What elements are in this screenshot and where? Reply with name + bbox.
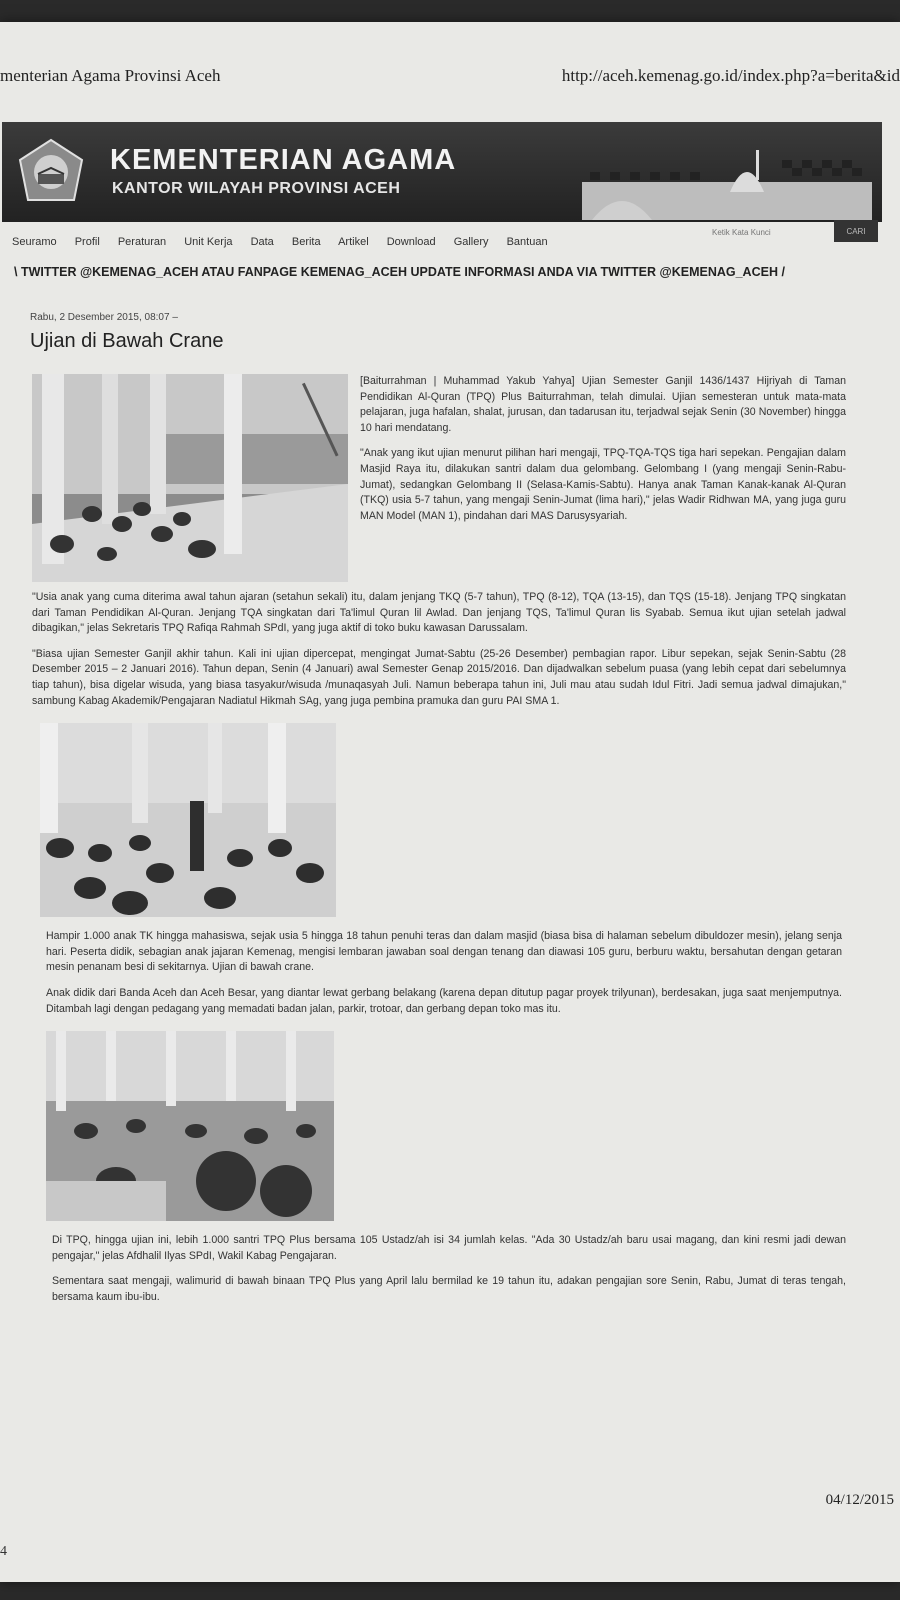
main-nav (12, 236, 892, 260)
printed-page (0, 22, 900, 1582)
nav-item-peraturan[interactable]: Peraturan (117, 236, 167, 248)
article-paragraph-5: Hampir 1.000 anak TK hingga mahasiswa, sejak usia 5 hingga 18 tahun penuhi teras dan dalam masjid (biasa bisa di halaman sebelum dibuldozer mesin), jelang senja hari. Peserta didik, sebagian anak jajaran Kemenag, mengisi lembaran jawaban soal dengan tenang dan diawasi 105 guru, berburu waktu, bersahutan dengan getaran mesin penanam besi di sekitarnya. Ujian di bawah crane. (46, 930, 842, 974)
nav-item-artikel[interactable]: Artikel (338, 236, 369, 248)
article-paragraph-8: Sementara saat mengaji, walimurid di bawah binaan TPQ Plus yang April lalu bermilad ke 19 tahun itu, adakan pengajian sore Senin, Rabu, Jumat di teras tengah, bersama kaum ibu-ibu. (52, 1275, 846, 1303)
print-header-site: menterian Agama Provinsi Aceh (0, 66, 221, 85)
print-date-stamp: 04/12/2015 (825, 1492, 894, 1508)
article-photo-1 (32, 374, 348, 582)
mosque-terrace-photo-icon (32, 374, 348, 582)
search-button[interactable]: CARI (834, 220, 878, 242)
article-paragraph-7: Di TPQ, hingga ujian ini, lebih 1.000 santri TPQ Plus bersama 105 Ustadz/ah isi 34 jumlah kelas. "Ada 30 Ustadz/ah baru usai magang, dan kini resmi jadi dewan pengajar," jelas Afdhalil Ilyas SPdI, Wakil Kabag Pengajaran. (52, 1234, 846, 1262)
article-date: Rabu, 2 Desember 2015, 08:07 – (30, 312, 178, 323)
site-banner (2, 122, 882, 222)
print-page-number: 4 (0, 1544, 7, 1559)
students-exam-photo-icon (40, 723, 336, 917)
kemenag-logo-icon (16, 138, 86, 206)
print-header-url: http://aceh.kemenag.go.id/index.php?a=berita&id (561, 66, 900, 85)
banner-subtitle: KANTOR WILAYAH PROVINSI ACEH (112, 180, 401, 197)
nav-item-data[interactable]: Data (250, 236, 274, 248)
article-paragraph-6: Anak didik dari Banda Aceh dan Aceh Besar, yang diantar lewat gerbang belakang (karena depan ditutup pagar proyek trilyunan), berdesakan, juga saat menjemputnya. Ditambah lagi dengan pedagang yang memadati badan jalan, parkir, trotoar, dan gerbang depan toko mas itu. (46, 986, 842, 1015)
article-body (32, 374, 846, 1316)
mosque-interior-photo-icon (46, 1031, 334, 1221)
nav-item-unit-kerja[interactable]: Unit Kerja (184, 236, 233, 248)
article-photo-3 (46, 1031, 334, 1221)
article-title: Ujian di Bawah Crane (30, 330, 224, 352)
nav-item-seuramo[interactable]: Seuramo (12, 236, 57, 248)
mosque-skyline-icon (582, 142, 872, 220)
nav-item-berita[interactable]: Berita (291, 236, 321, 248)
nav-item-profil[interactable]: Profil (74, 236, 100, 248)
article-paragraph-4: "Biasa ujian Semester Ganjil akhir tahun. Kali ini ujian dipercepat, mengingat Jumat-Sabtu (25-26 Desember) pembagian rapor. Libur sepekan, sejak Senin-Sabtu (28 Desember 2015 – 2 Januari 2016). Tahun depan, Senin (4 Januari) awal Semester Genap 2015/2016. Dan dijadwalkan sebelum puasa (yang lebih cepat dari sebelumnya tiap tahun), bisa digelar wisuda, yang biasa tasyakur/wisuda /munaqasyah Juli. Namun beberapa tahun ini, Juli mau atau sudah Idul Fitri. Jadi semua jadwal dimajukan," sambung Kabag Akademik/Pengajaran Nadiatul Hikmah SAg, yang juga pembina pramuka dan guru PAI SMA 1. (32, 647, 846, 707)
article-paragraph-2: "Anak yang ikut ujian menurut pilihan hari mengaji, TPQ-TQA-TQS tiga hari sepekan. Pengajian dalam Masjid Raya itu, dilakukan santri dalam dua gelombang. Gelombang I (yang mengaji Senin-Rabu-Jumat), sedangkan Gelombang II (Selasa-Kamis-Sabtu). Hanya anak Taman Kanak-kanak Al-Quran (TKQ) usia 5-7 tahun, yang mengaji Senin-Jumat (lima hari)," jelas Wadir Ridhwan MA, yang juga guru MAN Model (MAN 1), pindahan dari MAS Darusysyariah. (360, 447, 846, 522)
article-photo-2 (40, 723, 336, 917)
print-header (0, 66, 900, 92)
nav-item-gallery[interactable]: Gallery (453, 236, 489, 248)
nav-item-download[interactable]: Download (386, 236, 436, 248)
article-paragraph-3: "Usia anak yang cuma diterima awal tahun ajaran (setahun sekali) itu, dalam jenjang TKQ (5-7 tahun), TPQ (8-12), TQA (13-15), dan TQS (15-18). Jenjang TPQ singkatan dari Taman Pendidikan Al-Quran. Jenjang TQA singkatan dari Ta'limul Quran lil Awlad. Dan jenjang TQS, Ta'limul Quran lis Syabab. Semua ikut ujian setelah jadwal dibagikan," jelas Sekretaris TPQ Rafiqa Rahmah SPdI, yang juga aktif di toko buku kawasan Darussalam. (32, 591, 846, 635)
banner-title: KEMENTERIAN AGAMA (110, 144, 457, 176)
news-ticker[interactable]: \ TWITTER @KEMENAG_ACEH ATAU FANPAGE KEMENAG_ACEH UPDATE INFORMASI ANDA VIA TWITTER @KEMENAG_ACEH / (14, 265, 785, 279)
article-paragraph-1: [Baiturrahman | Muhammad Yakub Yahya] Ujian Semester Ganjil 1436/1437 Hijriyah di Taman Pendidikan Al-Quran (TPQ) Plus Baiturrahman, telah dimulai. Ujian semesteran untuk mata-mata pelajaran, juga hafalan, shalat, jurusan, dan tadarusan itu, terjadwal sejak Senin (30 November) hingga 10 hari mendatang. (360, 375, 846, 434)
nav-item-bantuan[interactable]: Bantuan (506, 236, 548, 248)
